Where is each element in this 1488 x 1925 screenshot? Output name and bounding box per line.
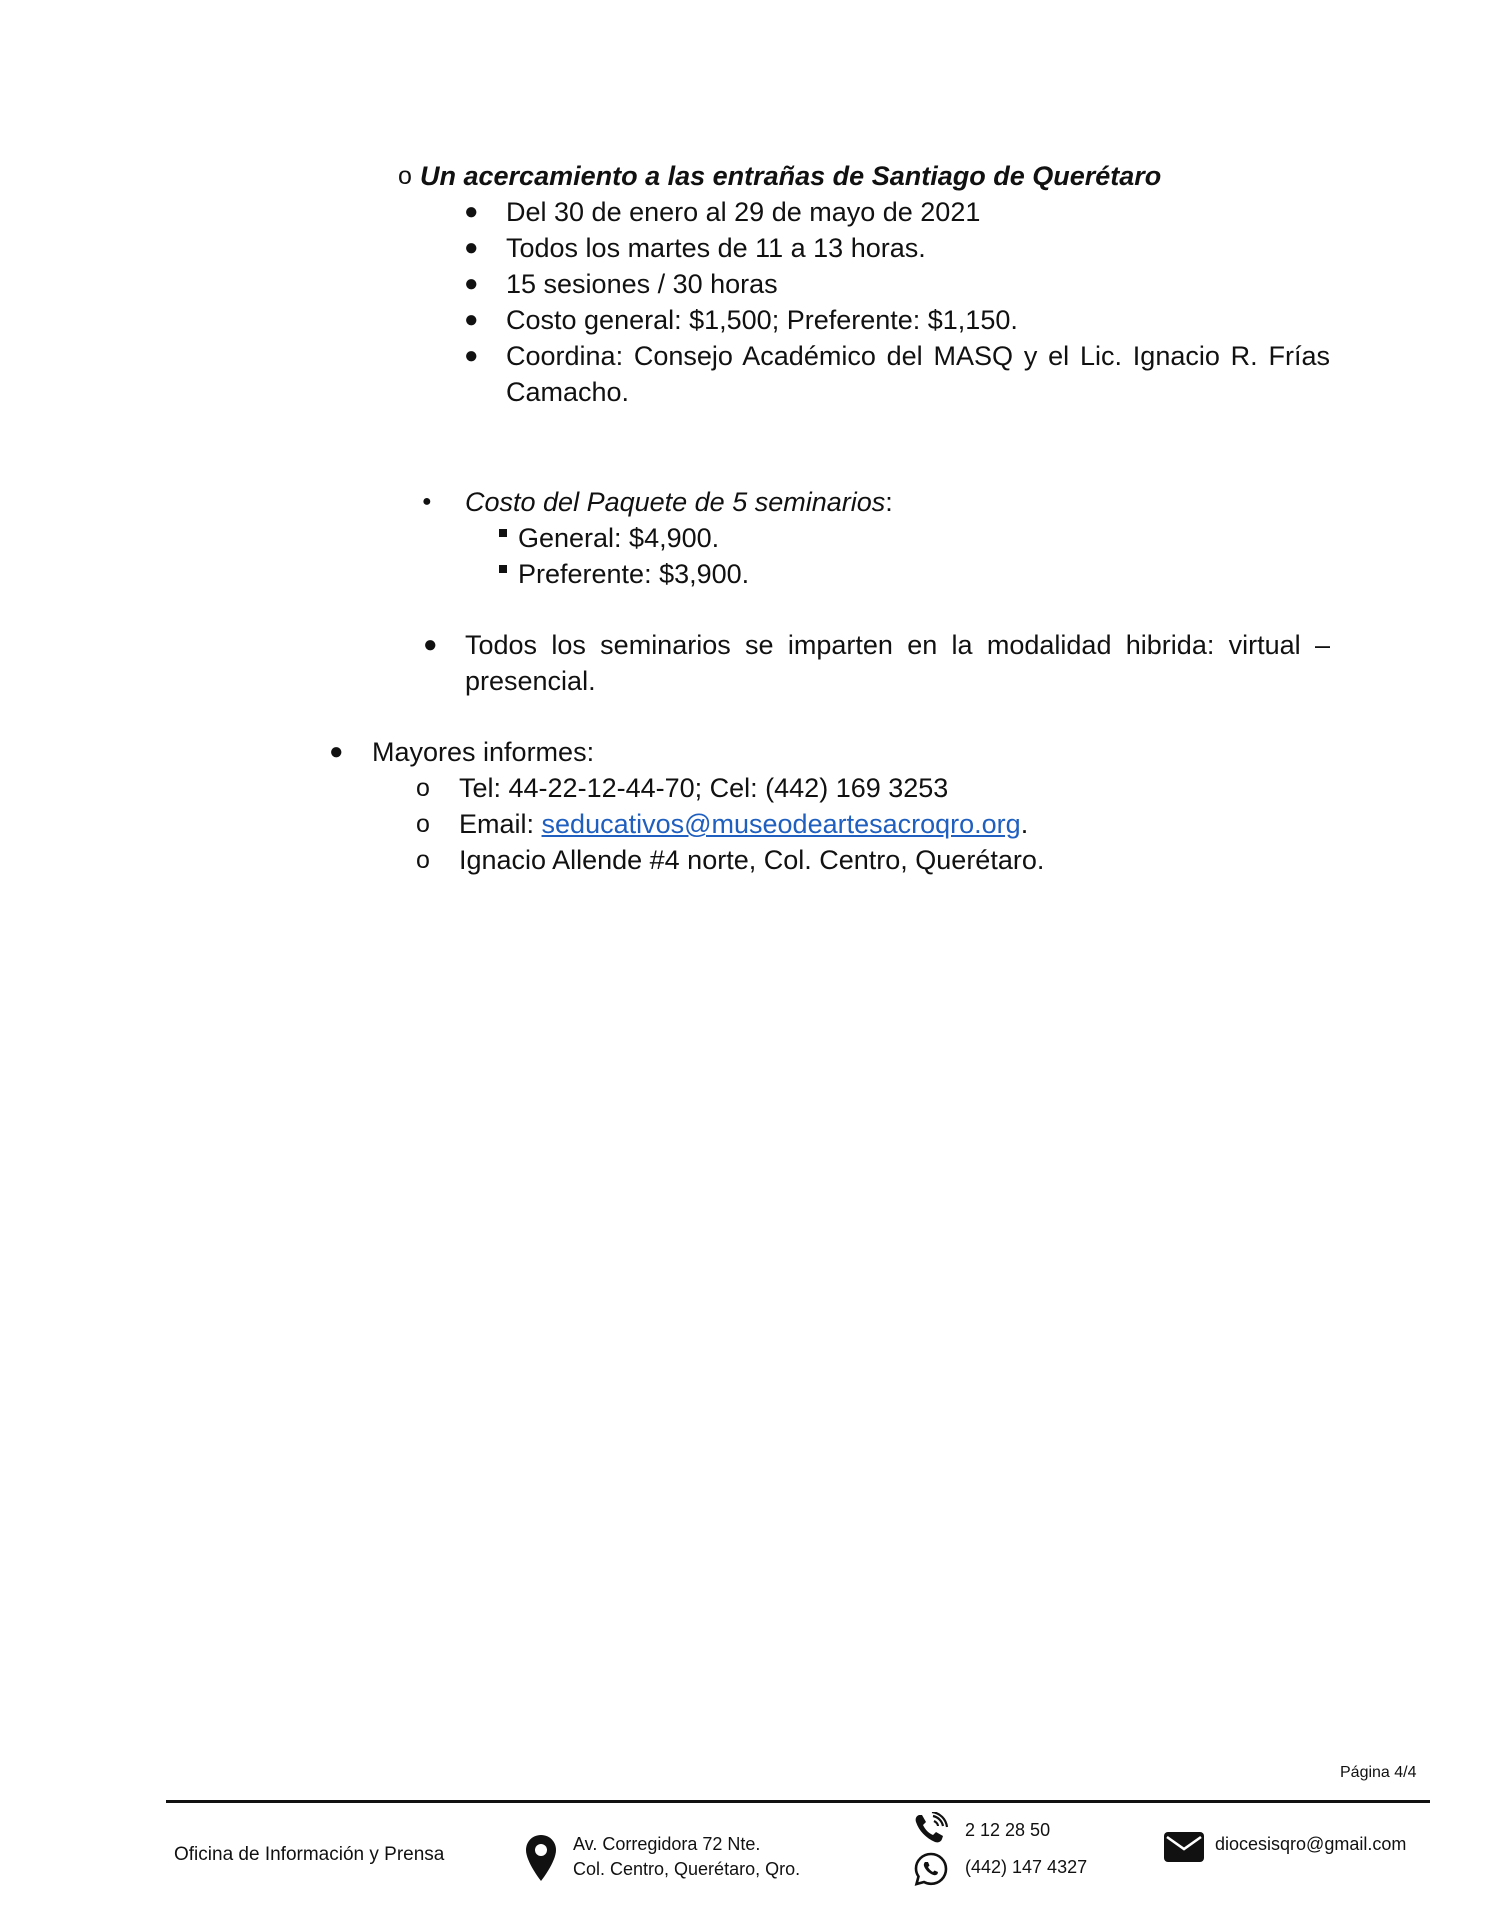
square-bullet <box>499 565 507 573</box>
footer-divider <box>166 1800 1430 1803</box>
bullet: ● <box>464 198 479 225</box>
hollow-bullet: o <box>398 162 412 190</box>
package-label: Costo del Paquete de 5 seminarios <box>465 487 886 517</box>
footer-address-line1: Av. Corregidora 72 Nte. <box>573 1834 761 1854</box>
seminar-dates: Del 30 de enero al 29 de mayo de 2021 <box>506 197 981 227</box>
info-tel: Tel: 44-22-12-44-70; Cel: (442) 169 3253 <box>459 773 949 803</box>
package-preferente: Preferente: $3,900. <box>518 559 750 589</box>
phone-icon <box>913 1812 949 1846</box>
whatsapp-icon <box>913 1851 949 1887</box>
package-label-line <box>465 484 893 520</box>
location-pin-icon <box>524 1834 558 1882</box>
seminar-cost: Costo general: $1,500; Preferente: $1,150. <box>506 305 1018 335</box>
footer-phone: 2 12 28 50 <box>965 1820 1051 1840</box>
hollow-bullet: o <box>416 810 430 838</box>
envelope-icon <box>1163 1831 1205 1863</box>
seminar-sessions: 15 sesiones / 30 horas <box>506 269 778 299</box>
hollow-bullet: o <box>416 774 430 802</box>
info-email-prefix: Email: <box>459 809 542 839</box>
seminar-title: Un acercamiento a las entrañas de Santiago de Querétaro <box>420 161 1162 191</box>
modality-line2: presencial. <box>465 666 596 696</box>
seminar-schedule: Todos los martes de 11 a 13 horas. <box>506 233 926 263</box>
info-address: Ignacio Allende #4 norte, Col. Centro, Querétaro. <box>459 845 1045 875</box>
seminar-coordinator: Coordina: Consejo Académico del MASQ y el Lic. Ignacio R. Frías <box>506 341 1330 371</box>
bullet: ● <box>464 270 479 297</box>
bullet: ● <box>329 738 344 765</box>
package-general: General: $4,900. <box>518 523 720 553</box>
seminar-coordinator-cont: Camacho. <box>506 377 630 407</box>
modality-line1: Todos los seminarios se imparten en la modalidad hibrida: virtual – <box>465 630 1330 660</box>
footer-whatsapp: (442) 147 4327 <box>965 1857 1088 1877</box>
page-number: Página 4/4 <box>1340 1764 1417 1781</box>
hollow-bullet: o <box>416 846 430 874</box>
info-heading: Mayores informes: <box>372 737 595 767</box>
bullet: ● <box>464 342 479 369</box>
package-colon: : <box>885 487 893 517</box>
footer-office: Oficina de Información y Prensa <box>174 1844 445 1865</box>
footer-email: diocesisqro@gmail.com <box>1215 1834 1407 1854</box>
footer-address-line2: Col. Centro, Querétaro, Qro. <box>573 1859 801 1879</box>
bullet: ● <box>422 493 432 510</box>
bullet: ● <box>423 631 438 658</box>
info-email-line <box>459 806 1028 842</box>
bullet: ● <box>464 306 479 333</box>
square-bullet <box>499 529 507 537</box>
bullet: ● <box>464 234 479 261</box>
email-link[interactable]: seducativos@museodeartesacroqro.org <box>541 809 1021 839</box>
info-email-suffix: . <box>1020 809 1029 839</box>
